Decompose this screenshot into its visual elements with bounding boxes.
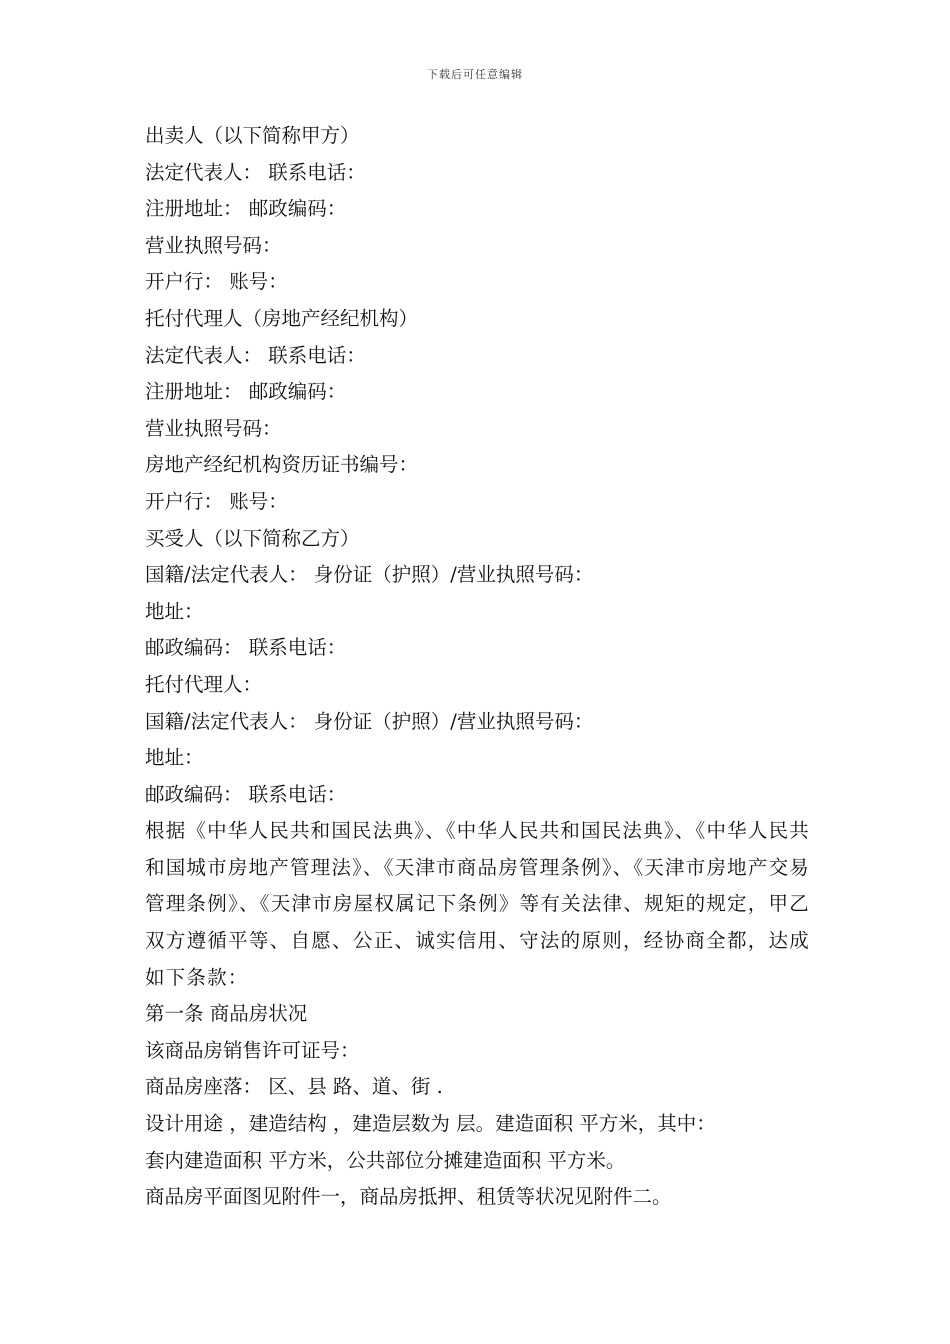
party-info-line: 国籍/法定代表人： 身份证（护照）/营业执照号码： <box>145 709 594 733</box>
party-info-line: 国籍/法定代表人： 身份证（护照）/营业执照号码： <box>145 563 594 587</box>
party-info-line: 注册地址： 邮政编码： <box>145 380 347 404</box>
party-info-line: 托付代理人： <box>145 672 263 696</box>
party-info-line: 法定代表人： 联系电话： <box>145 160 366 184</box>
article-line: 商品房平面图见附件一，商品房抵押、租赁等状况见附件二。 <box>145 1185 672 1209</box>
contract-body <box>145 118 810 1216</box>
party-info-line: 托付代理人（房地产经纪机构） <box>145 306 419 330</box>
party-info-line: 出卖人（以下简称甲方） <box>145 124 360 147</box>
party-info-line: 地址： <box>145 746 204 770</box>
party-info-line: 法定代表人： 联系电话： <box>145 343 366 367</box>
basis-paragraph: 根据《中华人民共和国民法典》、《中华人民共和国民法典》、《中华人民共和国城市房地产管理法》、《天津市商品房管理条例》、《天津市房地产交易管理条例》、《天津市房屋权属记下条例》等有关法律、规矩的规定，甲乙双方遵循平等、自愿、公正、诚实信用、守法的原则，经协商全都，达成如下条款： <box>145 819 810 989</box>
article-line: 商品房座落： 区、县 路、道、街 . <box>145 1075 443 1099</box>
party-info-line: 开户行： 账号： <box>145 489 288 513</box>
article-line: 该商品房销售许可证号： <box>145 1038 360 1062</box>
party-info-line: 营业执照号码： <box>145 233 282 257</box>
party-info-line: 注册地址： 邮政编码： <box>145 197 347 221</box>
party-info-line: 营业执照号码： <box>145 416 282 440</box>
party-info-line: 地址： <box>145 599 204 623</box>
article-line: 设计用途 ，建造结构 ，建造层数为 层。建造面积 平方米，其中： <box>145 1112 716 1136</box>
party-info-section <box>145 118 810 813</box>
article-line: 套内建造面积 平方米，公共部位分摊建造面积 平方米。 <box>145 1148 626 1172</box>
article-one-section <box>145 996 810 1216</box>
party-info-line: 邮政编码： 联系电话： <box>145 636 347 660</box>
party-info-line: 买受人（以下简称乙方） <box>145 526 360 550</box>
party-info-line: 邮政编码： 联系电话： <box>145 782 347 806</box>
article-line: 第一条 商品房状况 <box>145 1002 308 1026</box>
party-info-line: 开户行： 账号： <box>145 270 288 294</box>
header-note: 下载后可任意编辑 <box>427 68 523 81</box>
party-info-line: 房地产经纪机构资历证书编号： <box>145 453 419 477</box>
